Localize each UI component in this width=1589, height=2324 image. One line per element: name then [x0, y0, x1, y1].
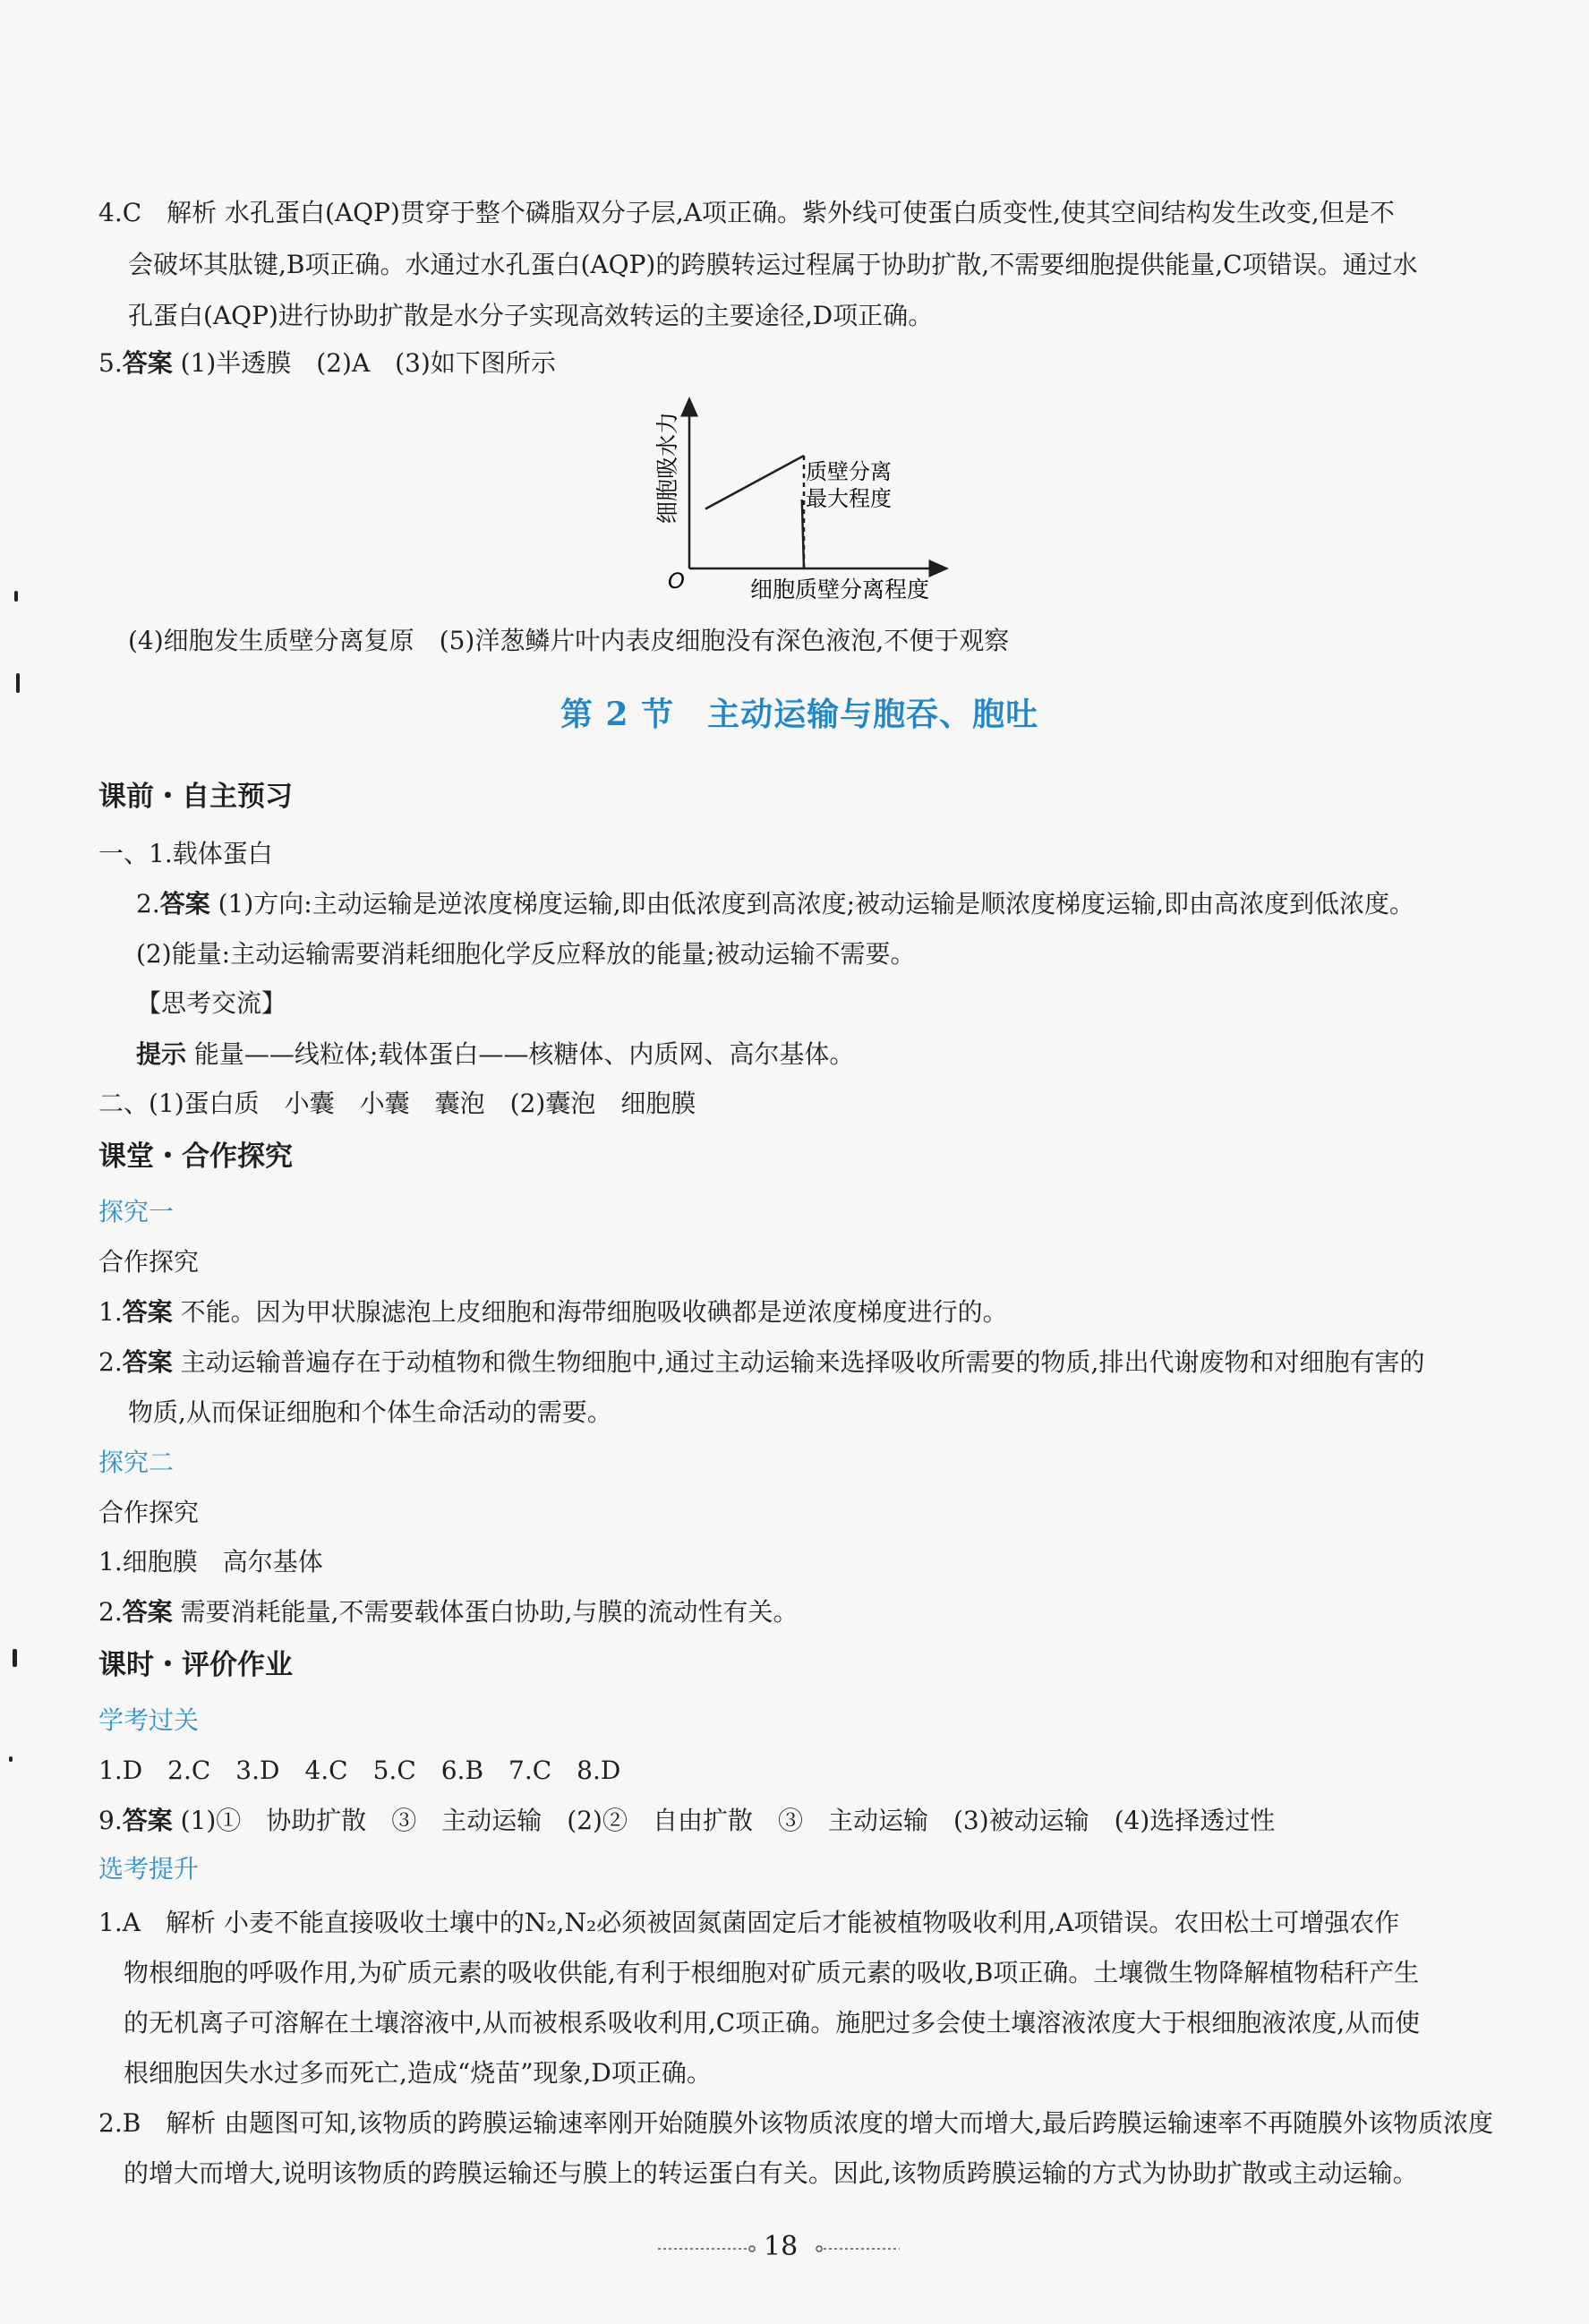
explore-1-label: 探究一 [98, 1197, 175, 1226]
pre-line-1: 一、1.载体蛋白 [98, 839, 273, 868]
q-number: 2. [98, 1347, 123, 1377]
hw-q9 [98, 1803, 1275, 1839]
answer-tag: 答案 [122, 1297, 173, 1327]
page-footer [658, 2229, 927, 2265]
q-text: 需要消耗能量,不需要载体蛋白协助,与膜的流动性有关。 [172, 1597, 799, 1627]
annotation-line-2: 最大程度 [806, 486, 892, 511]
hw-a-line-2: 物根细胞的呼吸作用,为矿质元素的吸收供能,有利于根细胞对矿质元素的吸收,B项正确。土壤微生物降解植物秸秆产生 [124, 1958, 1420, 1987]
explore-1-q2 [98, 1345, 1424, 1380]
pre-line-5 [136, 1037, 854, 1072]
pre-line-6: 二、(1)蛋白质 小囊 小囊 囊泡 (2)囊泡 细胞膜 [98, 1089, 696, 1118]
level-2-label: 选考提升 [98, 1854, 200, 1884]
q-text: 不能。因为甲状腺滤泡上皮细胞和海带细胞吸收碘都是逆浓度梯度进行的。 [172, 1297, 1008, 1327]
explore-1-sub: 合作探究 [98, 1247, 200, 1277]
answer-tag: 答案 [122, 348, 173, 378]
scan-mark [16, 673, 20, 693]
think-exchange: 【思考交流】 [136, 988, 287, 1018]
origin-label: O [668, 568, 685, 594]
answer-tag: 答案 [122, 1597, 173, 1627]
hint-tag: 提示 [136, 1039, 187, 1069]
q5-number: 5. [98, 348, 123, 378]
chart-series [705, 456, 804, 568]
hw-a-line-3: 的无机离子可溶解在土壤溶液中,从而被根系吸收利用,C项正确。施肥过多会使土壤溶液浓度大于根细胞液浓度,从而使 [124, 2008, 1421, 2038]
hw-a-line-1: 1.A 解析 小麦不能直接吸收土壤中的N₂,N₂必须被固氮菌固定后才能被植物吸收利用,A项错误。农田松土可增强农作 [98, 1908, 1400, 1937]
scan-mark [14, 591, 18, 602]
x-axis-label: 细胞质壁分离程度 [750, 577, 930, 602]
q-number: 9. [98, 1806, 123, 1835]
page-number: 18 [764, 2231, 799, 2262]
choice-answers: 1.D 2.C 3.D 4.C 5.C 6.B 7.C 8.D [98, 1756, 621, 1785]
level-1-label: 学考过关 [98, 1705, 200, 1735]
explore-2-label: 探究二 [98, 1448, 175, 1477]
q-text: (1)① 协助扩散 ③ 主动运输 (2)② 自由扩散 ③ 主动运输 (3)被动运输 (4)选择透过性 [172, 1806, 1276, 1835]
hint-text: 能量——线粒体;载体蛋白——核糖体、内质网、高尔基体。 [186, 1039, 855, 1069]
pre-q2-text: (1)方向:主动运输是逆浓度梯度运输,即由低浓度到高浓度;被动运输是顺浓度梯度运输,即由高浓度到低浓度。 [209, 889, 1414, 918]
pre-q2-number: 2. [136, 889, 160, 918]
class-heading: 课堂・合作探究 [98, 1141, 293, 1173]
answer-tag: 答案 [159, 889, 210, 918]
hw-b-line-2: 的增大而增大,说明该物质的跨膜运输还与膜上的转运蛋白有关。因此,该物质跨膜运输的方式为协助扩散或主动运输。 [124, 2158, 1418, 2188]
series-rise-line [705, 456, 804, 509]
explore-1-q1 [98, 1294, 1008, 1330]
y-axis-label: 细胞吸水力 [654, 411, 680, 524]
q4-line-3: 孔蛋白(AQP)进行协助扩散是水分子实现高效转运的主要途径,D项正确。 [128, 301, 934, 330]
hw-a-line-4: 根细胞因失水过多而死亡,造成“烧苗”现象,D项正确。 [124, 2058, 712, 2088]
q5-answer [98, 346, 556, 381]
section-title: 第 2 节 主动运输与胞吞、胞吐 [560, 696, 1039, 733]
explore-2-sub: 合作探究 [98, 1498, 200, 1527]
pre-class-heading: 课前・自主预习 [98, 781, 293, 813]
hw-b-line-1: 2.B 解析 由题图可知,该物质的跨膜运输速率刚开始随膜外该物质浓度的增大而增大,最后跨膜运输速率不再随膜外该物质浓度 [98, 2108, 1493, 2138]
answer-tag: 答案 [122, 1806, 173, 1835]
q-number: 1. [98, 1297, 123, 1327]
q5-line-2: (4)细胞发生质壁分离复原 (5)洋葱鳞片叶内表皮细胞没有深色液泡,不便于观察 [128, 626, 1010, 655]
q4-line-2: 会破坏其肽键,B项正确。水通过水孔蛋白(AQP)的跨膜转运过程属于协助扩散,不需要细胞提供能量,C项错误。通过水 [128, 250, 1418, 279]
q-text: 主动运输普遍存在于动植物和微生物细胞中,通过主动运输来选择吸收所需要的物质,排出代谢废物和对细胞有害的 [172, 1347, 1425, 1377]
cell-water-absorption-chart [645, 389, 967, 613]
answer-tag: 答案 [122, 1347, 173, 1377]
explore-2-q2 [98, 1594, 798, 1630]
q-number: 2. [98, 1597, 123, 1627]
scan-mark [9, 1756, 13, 1762]
pre-line-3: (2)能量:主动运输需要消耗细胞化学反应释放的能量;被动运输不需要。 [136, 939, 916, 969]
explore-2-q1: 1.细胞膜 高尔基体 [98, 1547, 323, 1576]
q5-text: (1)半透膜 (2)A (3)如下图所示 [172, 348, 556, 378]
pre-line-2 [136, 886, 1414, 922]
scan-mark [13, 1649, 17, 1667]
explore-1-q2-cont: 物质,从而保证细胞和个体生命活动的需要。 [128, 1397, 612, 1427]
annotation-line-1: 质壁分离 [806, 459, 892, 484]
homework-heading: 课时・评价作业 [98, 1649, 293, 1681]
q4-line-1: 4.C 解析 水孔蛋白(AQP)贯穿于整个磷脂双分子层,A项正确。紫外线可使蛋白质变性,使其空间结构发生改变,但是不 [98, 198, 1395, 227]
